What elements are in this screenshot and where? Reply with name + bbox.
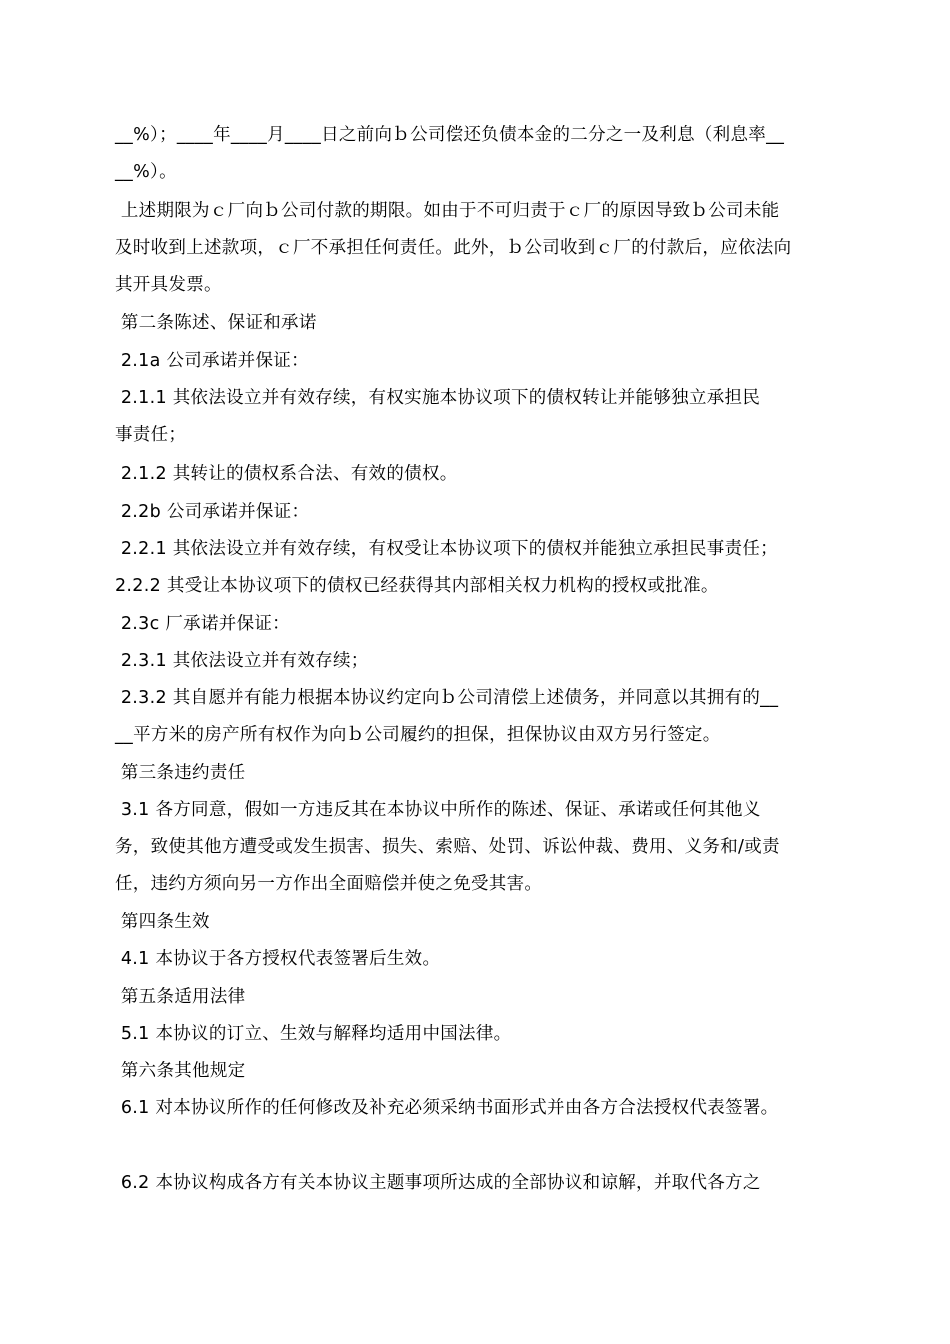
paragraph-line: 任，违约方须向另一方作出全面赔偿并使之免受其害。: [115, 874, 543, 894]
paragraph-line: 2.3.2 其自愿并有能力根据本协议约定向ｂ公司清偿上述债务，并同意以其拥有的__: [115, 688, 779, 708]
paragraph: [115, 494, 840, 531]
paragraph-line: 5.1 本协议的订立、生效与解释均适用中国法律。: [115, 1024, 512, 1044]
paragraph: [115, 606, 840, 643]
paragraph: [115, 979, 840, 1016]
paragraph: [115, 531, 840, 605]
paragraph-line: 及时收到上述款项，ｃ厂不承担任何责任。此外，ｂ公司收到ｃ厂的付款后，应依法向: [115, 238, 792, 258]
paragraph-line: __%）。: [115, 162, 177, 182]
paragraph-line: __%）；____年____月____日之前向ｂ公司偿还负债本金的二分之一及利息（利息率__: [115, 125, 785, 145]
paragraph: [115, 941, 840, 978]
paragraph: [115, 1053, 840, 1090]
paragraph-line: 上述期限为ｃ厂向ｂ公司付款的期限。如由于不可归责于ｃ厂的原因导致ｂ公司未能: [115, 201, 780, 221]
paragraph-line: 2.2.2 其受让本协议项下的债权已经获得其内部相关权力机构的授权或批准。: [115, 576, 719, 596]
paragraph: [115, 117, 840, 191]
paragraph-line: 2.2b 公司承诺并保证：: [115, 502, 310, 522]
paragraph: [115, 904, 840, 941]
paragraph-line: 第四条生效: [115, 912, 210, 932]
paragraph: [115, 305, 840, 342]
paragraph-line: 3.1 各方同意，假如一方违反其在本协议中所作的陈述、保证、承诺或任何其他义: [115, 800, 761, 820]
paragraph-line: 2.3c 厂承诺并保证：: [115, 614, 290, 634]
paragraph-line: 2.1.1 其依法设立并有效存续，有权实施本协议项下的债权转让并能够独立承担民: [115, 388, 761, 408]
paragraph-line: 2.3.1 其依法设立并有效存续；: [115, 651, 369, 671]
paragraph-line: 第二条陈述、保证和承诺: [115, 313, 317, 333]
paragraph-line: 6.1 对本协议所作的任何修改及补充必须采纳书面形式并由各方合法授权代表签署。: [115, 1098, 779, 1118]
paragraph-line: 第三条违约责任: [115, 763, 246, 783]
paragraph-line: 6.2 本协议构成各方有关本协议主题事项所达成的全部协议和谅解，并取代各方之: [115, 1173, 761, 1193]
paragraph: [115, 193, 840, 304]
paragraph-line: 其开具发票。: [115, 275, 222, 295]
paragraph-line: 务，致使其他方遭受或发生损害、损失、索赔、处罚、诉讼仲裁、费用、义务和/或责: [115, 837, 780, 857]
paragraph-line: 4.1 本协议于各方授权代表签署后生效。: [115, 949, 441, 969]
paragraph-line: 第六条其他规定: [115, 1061, 246, 1081]
paragraph-line: 2.1.2 其转让的债权系合法、有效的债权。: [115, 464, 458, 484]
paragraph: [115, 1016, 840, 1053]
paragraph-line: __平方米的房产所有权作为向ｂ公司履约的担保，担保协议由双方另行签定。: [115, 725, 721, 745]
paragraph-line: 第五条适用法律: [115, 987, 246, 1007]
paragraph: [115, 792, 840, 903]
paragraph: [115, 680, 840, 754]
paragraph: [115, 456, 840, 493]
paragraph-line: 2.1a 公司承诺并保证：: [115, 351, 309, 371]
paragraph: [115, 1090, 840, 1127]
paragraph: [115, 643, 840, 680]
paragraph: [115, 343, 840, 380]
paragraph: [115, 380, 840, 454]
paragraph-line: 事责任；: [115, 425, 187, 445]
paragraph-line: 2.2.1 其依法设立并有效存续，有权受让本协议项下的债权并能独立承担民事责任；: [115, 539, 778, 559]
paragraph: [115, 1165, 840, 1202]
paragraph: [115, 755, 840, 792]
